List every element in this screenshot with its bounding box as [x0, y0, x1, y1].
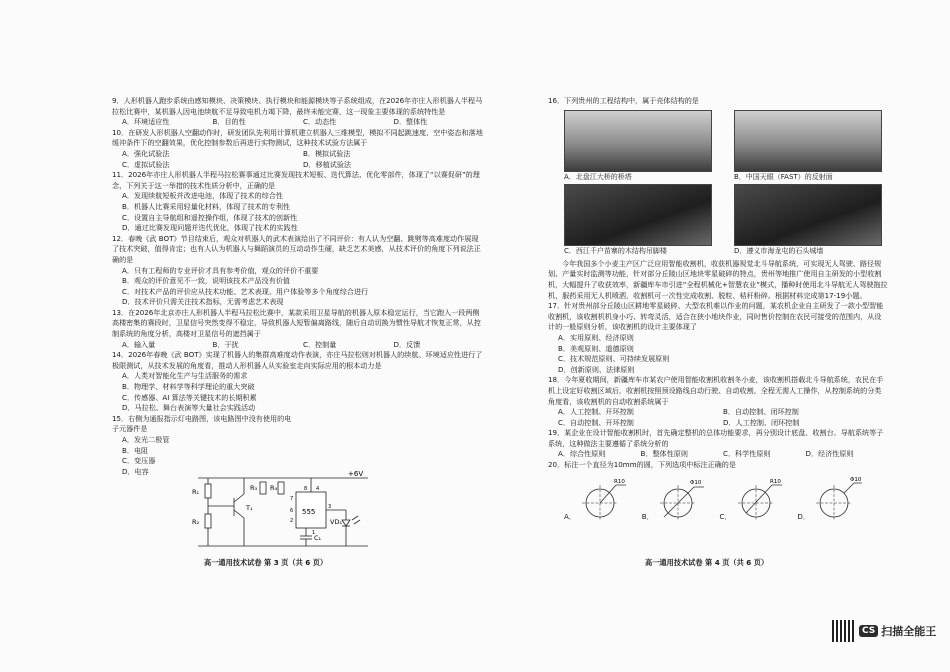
miao-village-photo [564, 184, 712, 246]
option-a: A．人类对智能化生产与生活服务的需求 [122, 371, 248, 381]
option-d-dimension [797, 475, 864, 523]
left-page [112, 96, 484, 477]
option-b: B．目的性 [212, 117, 246, 127]
pin-1-label: 1 [312, 530, 316, 536]
question-stem: 12．春晚《武 BOT》节目结束后，观众对机器人的武术表演给出了不同评价：有人认为空翻、跳劈等高难度动作展现了技术突破，值得肯定；也有人认为机器人与舞蹈演员的互动动作生硬，缺乏艺术美感，从技术评价的角度下列说法正确的是 [112, 233, 481, 264]
option-c-dimension [720, 475, 786, 523]
option-b: B．模拟试验法 [303, 148, 351, 158]
question-10 [112, 128, 484, 170]
r1-label: R₁ [192, 488, 200, 496]
question-stem: 11．2026年亦庄人形机器人半程马拉松赛事通过比赛发现技术短板、迭代算法、优化零部件，体现了“以赛促研”的理念，下列关于这一举措的技术性质分析中，正确的是 [112, 170, 480, 190]
option-c: C．对技术产品的评价应从技术功能、艺术表现、用户体验等多个角度综合进行 [122, 286, 369, 296]
ic-555-label: 555 [302, 508, 316, 516]
r4-label: R₄ [270, 484, 278, 492]
question-20 [548, 460, 888, 523]
question-18 [548, 375, 888, 428]
option-a: A．只有工程师的专业评价才具有参考价值，观众的评价不重要 [122, 265, 319, 275]
option-d-letter: D． [797, 512, 810, 522]
pin-4-label: 4 [316, 486, 320, 492]
option-a: A．环境适应性 [122, 117, 170, 127]
option-d: D．创新原则、法律原则 [558, 364, 635, 374]
option-b: B．机器人比赛采用轻量化材料，体现了技术的专利性 [122, 201, 291, 211]
option-d: D．经济性原则 [805, 449, 854, 459]
reading-passage [548, 259, 888, 301]
dimension-label: Φ10 [689, 479, 702, 486]
pin-3-label: 3 [328, 504, 332, 510]
option-a: A．综合性原则 [558, 449, 606, 459]
option-b: B．自动控制、闭环控制 [723, 407, 799, 417]
pin-7-label: 7 [290, 496, 294, 502]
option-d: D．技术评价只需关注技术指标，无需考虑艺术表现 [122, 297, 284, 307]
option-c-caption: C．西江千户苗寨的木结构吊脚楼 [564, 247, 667, 256]
option-b-photo-block [734, 110, 884, 183]
vcc-label: +6V [348, 470, 364, 478]
question-stem: 13．在2026年北京亦庄人形机器人半程马拉松比赛中，某款采用卫星导航的机器人原本稳定运行，当它跑入一段两侧高楼密集的赛段时，卫星信号突然变得不稳定，导致机器人短暂偏离路线，随后自动切换为惯性导航才恢复正常，从控制系统的角度分析，高楼对卫星信号的遮挡属于 [112, 307, 481, 339]
vd1-label: VD₁ [330, 518, 343, 526]
qr-code-icon [832, 620, 854, 642]
option-b: B．电阻 [122, 445, 149, 455]
dimension-label: R10 [613, 478, 625, 485]
option-b: B．整体性原则 [640, 449, 688, 459]
pin-2-label: 2 [290, 518, 294, 524]
options-row [548, 449, 888, 460]
scanner-app-name: 扫描全能王 [881, 625, 937, 638]
dimension-label: Φ10 [849, 476, 862, 483]
question-12 [112, 234, 484, 308]
cs-logo-badge: CS [859, 625, 878, 637]
option-c: C．动态性 [303, 117, 337, 127]
option-a: A．强化试验法 [122, 148, 170, 158]
option-d-caption: D．遵义市海龙屯的石头城墙 [734, 247, 824, 256]
option-d: D．通过比赛发现问题并迭代优化，体现了技术的实践性 [122, 223, 298, 233]
option-a: A．发光二极管 [122, 435, 170, 444]
fast-telescope-photo [734, 110, 882, 172]
option-c: C．设置自主导航组和遥控操作组，体现了技术的创新性 [122, 212, 298, 222]
question-15 [112, 414, 292, 478]
options-row [112, 160, 484, 171]
dimension-label: R10 [769, 478, 781, 485]
question-19 [548, 428, 888, 460]
option-b: B．物理学、材料学等科学理论的重大突破 [122, 382, 255, 392]
option-a-caption: A．北盘江大桥的桥塔 [564, 172, 632, 181]
r3-label: R₃ [250, 484, 258, 492]
circle-dimension-drawing [732, 475, 786, 523]
option-a-photo-block [564, 110, 714, 183]
option-d: D．马拉松、舞台表演等大量社会实践活动 [122, 403, 256, 413]
question-9 [112, 96, 484, 128]
pin-8-label: 8 [304, 486, 308, 492]
page-3-footer: 高一通用技术试卷 第 3 页（共 6 页） [204, 558, 328, 567]
option-a: A．实用原则、经济原则 [558, 332, 634, 342]
photo-options [564, 110, 888, 257]
option-c: C．自动控制、开环控制 [558, 417, 634, 427]
indicator-circuit-diagram [178, 470, 378, 550]
question-stem: 9．人形机器人跑步系统由感知模块、决策模块、执行模块和能源模块等子系统组成，在2026年亦庄人形机器人半程马拉松比赛中，某机器人因电池续航不足导致电机力竭下降，最终未能完赛，这一现象主要体现的系统特性是 [112, 96, 483, 116]
circle-dimension-drawing [576, 475, 630, 523]
question-stem: 18．今年夏收期间，新疆库车市某农户使用智能收割机收割冬小麦，该收割机搭载北斗导航系统，农民在手机上设定好收割区域后，收割机按照预设路线自动行驶、自动收割，全程无需人工操作，从控制系统的分类角度看，该收割机的自动收割系统属于 [548, 375, 884, 406]
options-row [548, 407, 888, 418]
passage-text: 今年我国多个小麦主产区广泛应用智能收割机，收获机器视觉北斗导航系统，可实现无人驾驶、路径规划、产量实时监测等功能，针对部分丘陵山区地块零星破碎的特点，贵州等地推广使用自主研发的小型收割机，大幅提升了收获效率，新疆库车市引进“全程机械化+智慧农业”模式，播种时使用北斗导航无人驾驶拖拉机，服药采用无人机喷洒，收割机可一次性完成收割、脱粒、秸秆粉碎。根据材料完成第17-19小题。 [548, 258, 888, 300]
page-4-footer: 高一通用技术试卷 第 4 页（共 6 页） [645, 558, 769, 567]
option-d-photo-block [734, 184, 884, 257]
stone-wall-photo [734, 184, 882, 246]
question-stem: 19．某企业在设计智能收割机时，首先确定整机的总体功能要求，再分别设计底盘、收割台、导航系统等子系统，这种做法主要遵循了系统分析的 [548, 428, 884, 448]
bridge-tower-photo [564, 110, 712, 172]
circle-dimension-drawing [810, 475, 864, 523]
option-c: C．变压器 [122, 456, 156, 466]
option-b-dimension [642, 475, 708, 523]
option-d: D．反馈 [393, 339, 421, 349]
c1-label: C₁ [314, 534, 322, 542]
question-stem: 10．在研发人形机器人空翻动作时，研发团队先利用计算机建立机器人三维模型，模拟不同起跳速度、空中姿态和落地缓冲条件下的空翻效果，优化控制参数后再进行实物测试，这种技术试验方法属于 [112, 127, 483, 148]
option-a-dimension [564, 475, 630, 523]
question-stem: 14．2026年春晚《武 BOT》实现了机器人的集群高难度动作表演，亦庄马拉松则对机器人的续航、环境适应性进行了极限测试，从技术发展的角度看，推动人形机器人从实验室走向实际应用的根本动力是 [112, 350, 483, 370]
question-14 [112, 350, 484, 414]
option-c: C．虚拟试验法 [122, 159, 170, 169]
question-stem: 17．针对贵州部分丘陵山区耕地零星破碎、大型农机难以作业的问题，某农机企业自主研发了一款小型智能收割机，该收割机机身小巧、转弯灵活，适合在狭小地块作业，同时售价控制在农民可接受的范围内，从设计的一般原则分析，该收割机的设计主要体现了 [548, 301, 884, 332]
option-c: C．传感器、AI 算法等关键技术的长期积累 [122, 392, 257, 402]
options-row [112, 117, 484, 128]
option-b: B．观众的评价意见不一致，说明该技术产品没有价值 [122, 276, 291, 286]
question-stem: 20．标注一个直径为10mm的圆，下列选项中标注正确的是 [548, 460, 736, 470]
dimension-options [564, 475, 864, 523]
option-a: A．人工控制、开环控制 [558, 407, 634, 417]
options-row [112, 149, 484, 160]
option-d: D．移植试验法 [303, 159, 352, 169]
pin-6-label: 6 [290, 508, 294, 514]
r2-label: R₂ [192, 518, 200, 526]
option-d: D．电容 [122, 466, 149, 476]
option-c: C．技术规范原则、可持续发展原则 [558, 354, 670, 364]
question-stem: 16．下列贵州的工程结构中，属于壳体结构的是 [548, 96, 699, 105]
option-a: A．发现续航短板并改进电池，体现了技术的综合性 [122, 191, 283, 201]
option-c: C．科学性原则 [723, 449, 771, 459]
option-a: A．输入量 [122, 339, 156, 349]
option-b: B．干扰 [212, 339, 239, 349]
question-17 [548, 301, 888, 375]
scanner-watermark [832, 620, 936, 642]
question-16 [548, 96, 888, 257]
t1-label: T₁ [246, 504, 253, 512]
options-row [548, 418, 888, 429]
option-c-photo-block [564, 184, 714, 257]
options-row [112, 340, 484, 351]
right-page [548, 96, 888, 523]
option-d: D．整体性 [393, 117, 428, 127]
option-a-letter: A． [564, 512, 576, 522]
question-11 [112, 170, 484, 234]
option-b-caption: B．中国天眼（FAST）的反射面 [734, 172, 833, 181]
option-b: B．美观原则、道德原则 [558, 343, 634, 353]
question-stem: 15．右侧为通报指示灯电路图，该电路图中没有使用的电子元器件是 [112, 413, 292, 434]
option-b-letter: B． [641, 512, 654, 522]
option-c: C．控制量 [303, 339, 337, 349]
question-13 [112, 308, 484, 350]
option-d: D．人工控制、闭环控制 [723, 417, 800, 427]
option-c-letter: C． [719, 512, 732, 522]
circle-dimension-drawing [654, 475, 708, 523]
